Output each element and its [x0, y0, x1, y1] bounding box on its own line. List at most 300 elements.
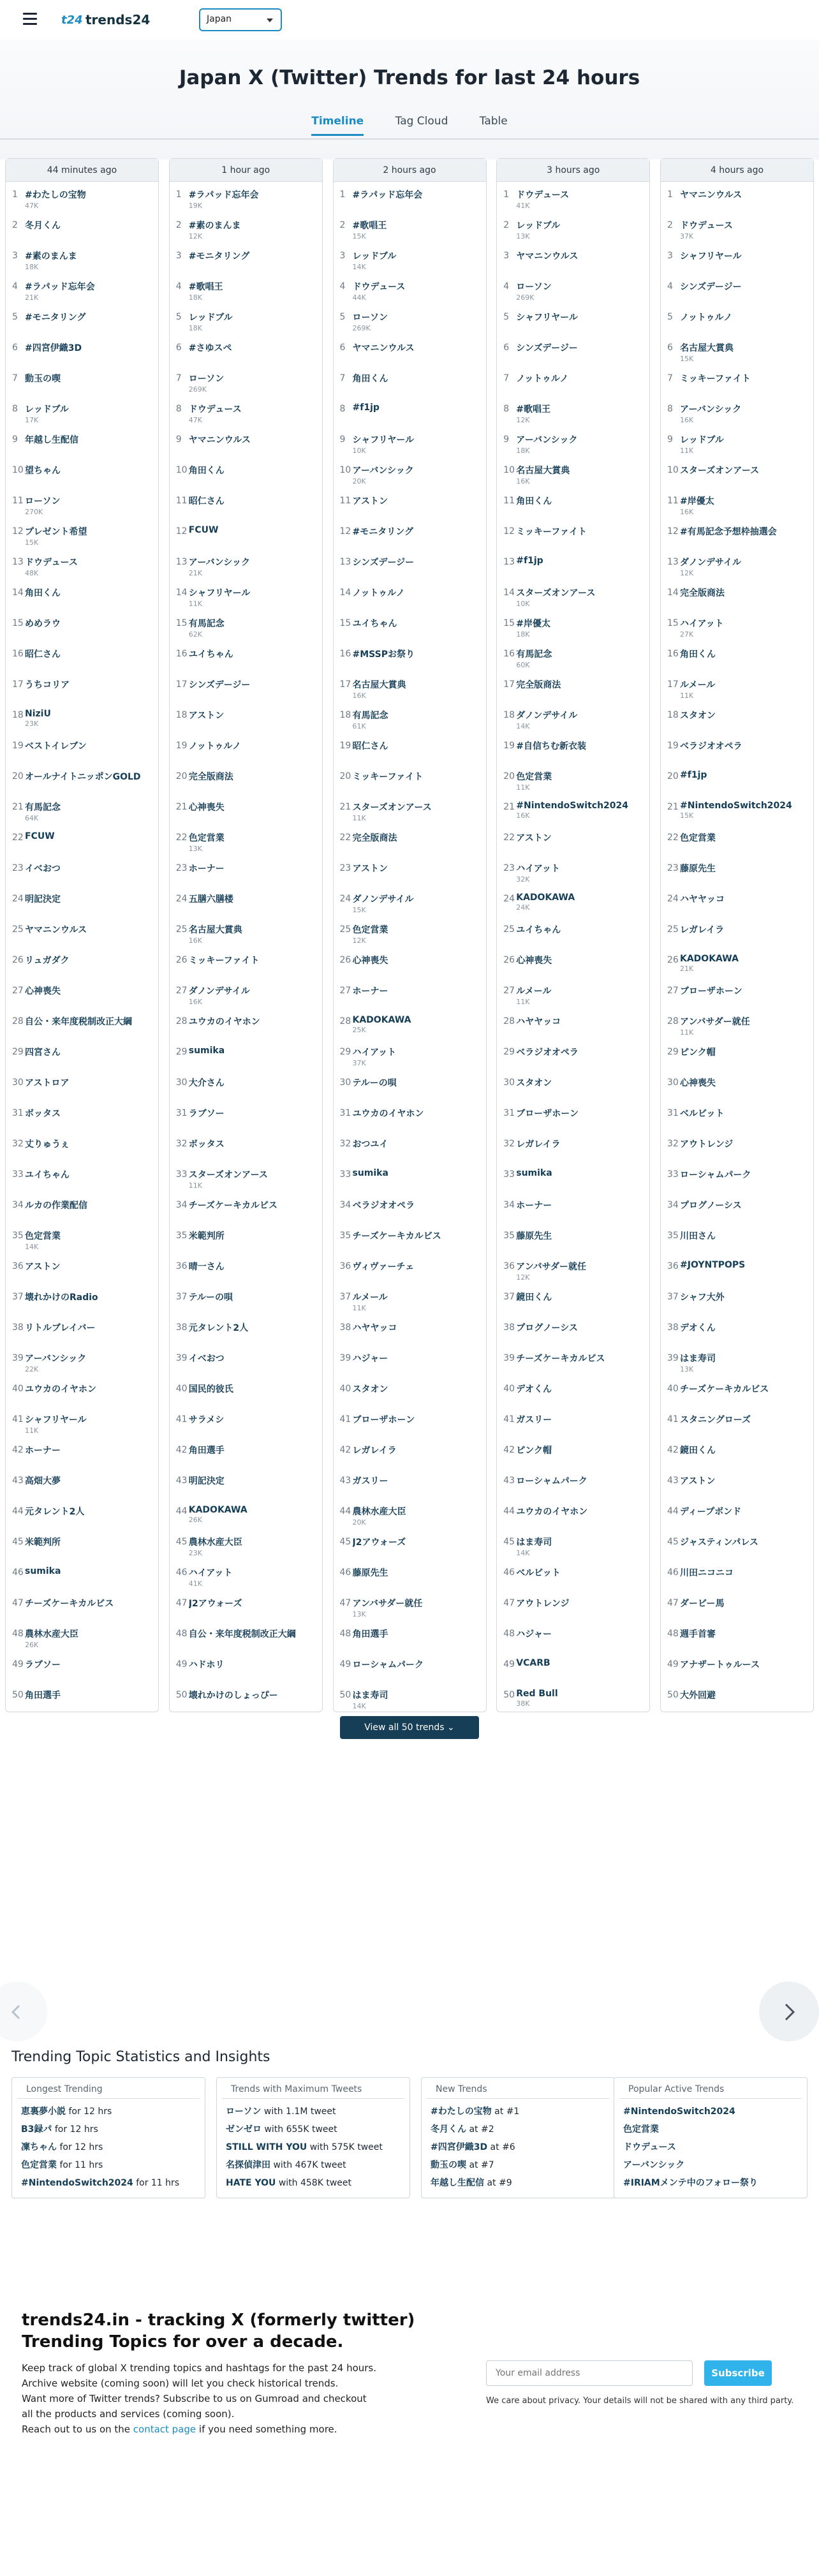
trend-item[interactable] — [334, 1223, 486, 1254]
trend-name[interactable]: アナザートゥルース — [680, 1660, 760, 1670]
trend-item[interactable] — [334, 304, 486, 335]
trend-item[interactable] — [661, 1499, 813, 1529]
trend-name[interactable]: ルメール — [352, 1292, 388, 1303]
stats-trend-link[interactable]: 恵裏夢小説 — [21, 2106, 66, 2117]
stats-trend-link[interactable]: 名探偵津田 — [226, 2160, 270, 2170]
trend-item[interactable] — [6, 1590, 158, 1621]
trend-name[interactable]: sumika — [352, 1168, 388, 1178]
trend-item[interactable] — [497, 212, 649, 243]
trend-name[interactable]: ガスリー — [516, 1415, 552, 1425]
trend-item[interactable] — [170, 1315, 322, 1345]
trend-name[interactable]: ノットゥルノ — [680, 313, 733, 323]
trend-name[interactable]: 名古屋大賞典 — [352, 680, 406, 690]
trend-name[interactable]: アストン — [352, 864, 388, 874]
trend-name[interactable]: ドウデュース — [188, 404, 242, 415]
trend-item[interactable] — [170, 1284, 322, 1315]
trend-name[interactable]: シャフリヤール — [188, 588, 251, 598]
trend-name[interactable]: #歌唱王 — [188, 282, 223, 292]
trend-item[interactable] — [6, 182, 158, 212]
trend-name[interactable]: ルメール — [680, 680, 716, 690]
trend-item[interactable] — [661, 366, 813, 396]
stats-trend-link[interactable]: ドウデュース — [623, 2142, 676, 2152]
trend-name[interactable]: ダノンデサイル — [516, 711, 578, 721]
stats-trend-link[interactable]: ローソン — [226, 2106, 262, 2117]
trend-item[interactable] — [6, 1437, 158, 1468]
trend-item[interactable] — [497, 366, 649, 396]
trend-item[interactable] — [497, 335, 649, 366]
trend-item[interactable] — [334, 1682, 486, 1713]
trend-name[interactable]: ドウデュース — [352, 282, 406, 292]
trend-item[interactable] — [170, 1376, 322, 1407]
trend-name[interactable]: #ラパッド忘年会 — [188, 190, 259, 200]
trend-item[interactable] — [6, 1162, 158, 1192]
trend-item[interactable] — [497, 641, 649, 672]
trend-name[interactable]: ヤマニンウルス — [680, 190, 742, 200]
trend-name[interactable]: スターズオンアース — [680, 466, 760, 476]
trend-item[interactable] — [170, 917, 322, 947]
trend-item[interactable] — [170, 396, 322, 427]
trend-item[interactable] — [497, 1192, 649, 1223]
trend-item[interactable] — [170, 1223, 322, 1254]
trend-name[interactable]: レッドブル — [188, 313, 233, 323]
trend-name[interactable]: ドウデュース — [516, 190, 570, 200]
trend-item[interactable] — [334, 1254, 486, 1284]
trend-name[interactable]: シンズデージー — [516, 343, 578, 353]
trend-item[interactable] — [170, 1009, 322, 1039]
trend-item[interactable] — [661, 764, 813, 794]
trend-name[interactable]: アストロア — [25, 1078, 70, 1088]
trend-name[interactable]: KADOKAWA — [680, 954, 739, 964]
trend-name[interactable]: #歌唱王 — [352, 221, 387, 231]
stats-trend-link[interactable]: 動玉の喫 — [431, 2160, 466, 2170]
trend-item[interactable] — [497, 1468, 649, 1499]
trend-item[interactable] — [661, 1223, 813, 1254]
trend-name[interactable]: 壊れかけのRadio — [25, 1292, 98, 1303]
trend-name[interactable]: ベラジオオペラ — [516, 1047, 579, 1058]
trend-name[interactable]: スタオン — [352, 1384, 388, 1395]
trend-name[interactable]: FCUW — [25, 831, 55, 841]
trend-item[interactable] — [497, 702, 649, 733]
trend-item[interactable] — [6, 1009, 158, 1039]
trend-item[interactable] — [334, 1376, 486, 1407]
trend-item[interactable] — [497, 764, 649, 794]
trend-item[interactable] — [6, 733, 158, 764]
trend-name[interactable]: ブローザホーン — [516, 1109, 579, 1119]
trend-name[interactable]: 元タレント2人 — [188, 1323, 249, 1333]
trend-item[interactable] — [661, 978, 813, 1009]
trend-item[interactable] — [497, 1376, 649, 1407]
trend-name[interactable]: 丈りゅうぇ — [25, 1139, 70, 1150]
trend-item[interactable] — [334, 488, 486, 519]
trend-item[interactable] — [661, 580, 813, 611]
trend-name[interactable]: プレゼント希望 — [25, 527, 87, 537]
trend-item[interactable] — [170, 978, 322, 1009]
trend-item[interactable] — [334, 212, 486, 243]
trend-name[interactable]: ブローザホーン — [352, 1415, 415, 1425]
trend-item[interactable] — [334, 825, 486, 855]
trend-name[interactable]: イベおつ — [25, 864, 61, 874]
trend-name[interactable]: シンズデージー — [680, 282, 742, 292]
trend-name[interactable]: 冬月くん — [25, 221, 61, 231]
trend-item[interactable] — [6, 1315, 158, 1345]
trend-item[interactable] — [170, 1100, 322, 1131]
trend-name[interactable]: ルメール — [516, 986, 552, 996]
trend-name[interactable]: スターズオンアース — [352, 803, 432, 813]
trend-item[interactable] — [661, 672, 813, 702]
trend-name[interactable]: 農林水産大臣 — [352, 1507, 406, 1517]
menu-icon[interactable] — [23, 13, 37, 26]
trend-name[interactable]: 昭仁さん — [25, 649, 61, 660]
trend-name[interactable]: VCARB — [516, 1658, 550, 1668]
trend-name[interactable]: ユウカのイヤホン — [352, 1109, 424, 1119]
trend-name[interactable]: 名古屋大賞典 — [680, 343, 734, 353]
trend-name[interactable]: ラブソー — [188, 1109, 225, 1119]
trend-item[interactable] — [170, 1468, 322, 1499]
trend-name[interactable]: ユイちゃん — [25, 1170, 70, 1180]
trend-item[interactable] — [334, 1407, 486, 1437]
trend-item[interactable] — [661, 274, 813, 304]
trend-item[interactable] — [661, 488, 813, 519]
trend-name[interactable]: ミッキーファイト — [680, 374, 751, 384]
trend-item[interactable] — [334, 182, 486, 212]
trend-item[interactable] — [170, 274, 322, 304]
trend-item[interactable] — [497, 1162, 649, 1192]
trend-item[interactable] — [6, 1039, 158, 1070]
trend-item[interactable] — [497, 1652, 649, 1682]
trend-name[interactable]: アーバンシック — [516, 435, 578, 445]
trend-name[interactable]: チーズケーキカルビス — [352, 1231, 441, 1241]
trend-name[interactable]: サラメシ — [188, 1415, 225, 1425]
trend-item[interactable] — [170, 611, 322, 641]
trend-item[interactable] — [661, 1039, 813, 1070]
trend-name[interactable]: ハイアット — [188, 1568, 233, 1578]
trend-name[interactable]: アーバンシック — [25, 1354, 87, 1364]
trend-name[interactable]: ジャスティンパレス — [680, 1537, 758, 1548]
trend-name[interactable]: ローソン — [188, 374, 225, 384]
trend-item[interactable] — [6, 1100, 158, 1131]
trend-item[interactable] — [334, 947, 486, 978]
trend-name[interactable]: ベラジオオペラ — [352, 1201, 415, 1211]
trend-name[interactable]: #自信ちむ新衣装 — [516, 741, 586, 751]
trend-item[interactable] — [661, 1407, 813, 1437]
trend-item[interactable] — [497, 1499, 649, 1529]
trend-name[interactable]: 完全版商法 — [680, 588, 725, 598]
trend-item[interactable] — [661, 1192, 813, 1223]
trend-name[interactable]: レガレイラ — [680, 925, 725, 935]
trend-item[interactable] — [661, 733, 813, 764]
trend-name[interactable]: 完全版商法 — [188, 772, 233, 782]
trend-name[interactable]: #JOYNTPOPS — [680, 1260, 746, 1270]
trend-item[interactable] — [497, 580, 649, 611]
trend-item[interactable] — [497, 274, 649, 304]
trend-item[interactable] — [170, 855, 322, 886]
trend-item[interactable] — [497, 1284, 649, 1315]
stats-trend-link[interactable]: #IRIAMメンテ中のフォロー祭り — [623, 2178, 758, 2188]
trend-name[interactable]: スタオン — [680, 711, 716, 721]
trend-item[interactable] — [170, 366, 322, 396]
trend-name[interactable]: 米範判所 — [188, 1231, 225, 1241]
trend-item[interactable] — [6, 641, 158, 672]
trend-name[interactable]: ユウカのイヤホン — [25, 1384, 96, 1395]
trend-name[interactable]: ハドホリ — [188, 1660, 225, 1670]
trend-name[interactable]: チーズケーキカルビス — [680, 1384, 769, 1395]
trend-item[interactable] — [6, 672, 158, 702]
trend-item[interactable] — [661, 855, 813, 886]
trend-item[interactable] — [661, 825, 813, 855]
trend-name[interactable]: 週手首審 — [680, 1629, 716, 1640]
trend-name[interactable]: スタニングローズ — [680, 1415, 751, 1425]
trend-item[interactable] — [6, 580, 158, 611]
trend-name[interactable]: sumika — [25, 1566, 61, 1576]
trend-item[interactable] — [661, 1560, 813, 1590]
trend-item[interactable] — [661, 396, 813, 427]
stats-trend-link[interactable]: 色定営業 — [623, 2124, 659, 2135]
trend-item[interactable] — [170, 1682, 322, 1713]
trend-item[interactable] — [6, 1652, 158, 1682]
trend-name[interactable]: スターズオンアース — [188, 1170, 268, 1180]
trend-item[interactable] — [497, 794, 649, 825]
trend-item[interactable] — [334, 978, 486, 1009]
trend-item[interactable] — [6, 304, 158, 335]
trend-name[interactable]: 明記決定 — [25, 894, 61, 905]
trend-name[interactable]: おつユイ — [352, 1139, 388, 1150]
prev-arrow-button[interactable] — [0, 1981, 47, 2041]
tab-tag-cloud[interactable]: Tag Cloud — [395, 115, 448, 128]
stats-trend-link[interactable]: B3録パ — [21, 2124, 52, 2135]
trend-item[interactable] — [497, 457, 649, 488]
trend-item[interactable] — [170, 335, 322, 366]
trend-item[interactable] — [334, 886, 486, 917]
trend-name[interactable]: ハイアット — [516, 864, 560, 874]
trend-name[interactable]: 高畑大夢 — [25, 1476, 61, 1486]
trend-name[interactable]: #モニタリング — [352, 527, 413, 537]
trend-item[interactable] — [170, 1039, 322, 1070]
trend-item[interactable] — [334, 1009, 486, 1039]
trend-item[interactable] — [661, 1162, 813, 1192]
trend-item[interactable] — [170, 641, 322, 672]
trend-name[interactable]: 国民的彼氏 — [188, 1384, 233, 1395]
trend-item[interactable] — [334, 1284, 486, 1315]
trend-item[interactable] — [6, 794, 158, 825]
trend-item[interactable] — [497, 1682, 649, 1713]
trend-name[interactable]: ユウカのイヤホン — [516, 1507, 588, 1517]
trend-name[interactable]: アンバサダー就任 — [516, 1262, 587, 1272]
trend-item[interactable] — [661, 212, 813, 243]
trend-name[interactable]: 有馬記念 — [25, 803, 61, 813]
trend-name[interactable]: レガレイラ — [516, 1139, 561, 1150]
trend-name[interactable]: ピンク帽 — [516, 1446, 552, 1456]
trend-item[interactable] — [661, 1437, 813, 1468]
trend-item[interactable] — [661, 917, 813, 947]
trend-item[interactable] — [334, 580, 486, 611]
trend-item[interactable] — [334, 396, 486, 427]
trend-item[interactable] — [497, 243, 649, 274]
trend-name[interactable]: アーバンシック — [680, 404, 742, 415]
trend-item[interactable] — [661, 1468, 813, 1499]
trend-item[interactable] — [661, 1100, 813, 1131]
trend-name[interactable]: 自公・来年度税制改正大綱 — [188, 1629, 296, 1640]
trend-name[interactable]: アストン — [516, 833, 552, 843]
trend-name[interactable]: チーズケーキカルビス — [188, 1201, 278, 1211]
trend-name[interactable]: 角田選手 — [25, 1691, 61, 1701]
trend-name[interactable]: ヤマニンウルス — [352, 343, 415, 353]
trend-item[interactable] — [170, 1590, 322, 1621]
trend-item[interactable] — [6, 978, 158, 1009]
trend-item[interactable] — [6, 1621, 158, 1652]
trend-item[interactable] — [334, 1039, 486, 1070]
trend-item[interactable] — [334, 1468, 486, 1499]
trend-name[interactable]: プログノーシス — [680, 1201, 742, 1211]
trend-name[interactable]: 自公・来年度税制改正大綱 — [25, 1017, 132, 1027]
trend-name[interactable]: アンバサダー就任 — [680, 1017, 750, 1027]
trend-item[interactable] — [661, 1254, 813, 1284]
trend-name[interactable]: 五膳六膳楼 — [188, 894, 233, 905]
trend-name[interactable]: 完全版商法 — [352, 833, 397, 843]
trend-item[interactable] — [497, 427, 649, 457]
trend-item[interactable] — [170, 794, 322, 825]
trend-name[interactable]: 鏡田くん — [516, 1292, 552, 1303]
trend-item[interactable] — [334, 855, 486, 886]
trend-name[interactable]: リュガダク — [25, 956, 70, 966]
trend-name[interactable]: 角田くん — [516, 496, 552, 507]
trend-item[interactable] — [6, 1284, 158, 1315]
trend-name[interactable]: プログノーシス — [516, 1323, 578, 1333]
trend-name[interactable]: #f1jp — [680, 770, 707, 780]
trend-name[interactable]: チーズケーキカルビス — [516, 1354, 605, 1364]
trend-item[interactable] — [170, 702, 322, 733]
trend-name[interactable]: デオくん — [516, 1384, 552, 1395]
trend-item[interactable] — [661, 1376, 813, 1407]
stats-trend-link[interactable]: #NintendoSwitch2024 — [623, 2106, 735, 2117]
trend-item[interactable] — [661, 1529, 813, 1560]
trend-name[interactable]: ローシャムパーク — [352, 1660, 424, 1670]
trend-item[interactable] — [170, 212, 322, 243]
contact-link[interactable]: contact page — [133, 2424, 196, 2435]
trend-name[interactable]: NiziU — [25, 709, 51, 719]
trend-item[interactable] — [661, 702, 813, 733]
trend-name[interactable]: 角田くん — [25, 588, 61, 598]
trend-name[interactable]: KADOKAWA — [352, 1015, 411, 1025]
trend-name[interactable]: ユウカのイヤホン — [188, 1017, 260, 1027]
trend-item[interactable] — [6, 886, 158, 917]
trend-name[interactable]: 角田くん — [188, 466, 225, 476]
trend-name[interactable]: 農林水産大臣 — [188, 1537, 242, 1548]
trend-name[interactable]: シャフリヤール — [516, 313, 578, 323]
trend-name[interactable]: ローシャムパーク — [516, 1476, 587, 1486]
trend-item[interactable] — [661, 794, 813, 825]
trend-name[interactable]: シャフリヤール — [352, 435, 415, 445]
trend-item[interactable] — [6, 243, 158, 274]
trend-item[interactable] — [497, 488, 649, 519]
trend-name[interactable]: ハイアット — [352, 1047, 397, 1058]
trend-name[interactable]: #ラパッド忘年会 — [25, 282, 95, 292]
trend-name[interactable]: #MSSPお祭り — [352, 649, 415, 660]
trend-item[interactable] — [170, 1652, 322, 1682]
trend-item[interactable] — [170, 549, 322, 580]
trend-name[interactable]: 心神喪失 — [680, 1078, 716, 1088]
trend-item[interactable] — [170, 1621, 322, 1652]
stats-trend-link[interactable]: 凜ちゃん — [21, 2142, 57, 2152]
trend-name[interactable]: ミッキーファイト — [352, 772, 424, 782]
trend-item[interactable] — [497, 1131, 649, 1162]
trend-name[interactable]: アストン — [25, 1262, 61, 1272]
trend-item[interactable] — [170, 243, 322, 274]
trend-item[interactable] — [170, 1407, 322, 1437]
trend-item[interactable] — [334, 672, 486, 702]
trend-name[interactable]: 壊れかけのしょっぴー — [188, 1691, 278, 1701]
trend-name[interactable]: ハジャー — [516, 1629, 552, 1640]
trend-item[interactable] — [334, 1437, 486, 1468]
trend-name[interactable]: ローソン — [352, 313, 388, 323]
trend-item[interactable] — [334, 794, 486, 825]
trend-name[interactable]: テルーの唄 — [352, 1078, 397, 1088]
trend-item[interactable] — [334, 641, 486, 672]
stats-trend-link[interactable]: アーバンシック — [623, 2160, 685, 2170]
trend-item[interactable] — [6, 1499, 158, 1529]
trend-name[interactable]: 角田選手 — [188, 1446, 225, 1456]
trend-item[interactable] — [661, 1590, 813, 1621]
trend-name[interactable]: 明記決定 — [188, 1476, 225, 1486]
trend-name[interactable]: ベルビット — [516, 1568, 561, 1578]
trend-item[interactable] — [661, 1652, 813, 1682]
trend-item[interactable] — [497, 1315, 649, 1345]
trend-item[interactable] — [661, 243, 813, 274]
trend-name[interactable]: ホーナー — [25, 1446, 61, 1456]
trend-item[interactable] — [661, 641, 813, 672]
trend-item[interactable] — [497, 1100, 649, 1131]
trend-item[interactable] — [497, 304, 649, 335]
trend-item[interactable] — [170, 947, 322, 978]
trend-name[interactable]: チーズケーキカルビス — [25, 1599, 114, 1609]
trend-name[interactable]: 名古屋大賞典 — [516, 466, 570, 476]
trend-name[interactable]: ノットゥルノ — [352, 588, 405, 598]
trend-name[interactable]: はま寿司 — [680, 1354, 716, 1364]
trend-name[interactable]: 角田選手 — [352, 1629, 388, 1640]
trend-name[interactable]: ホーナー — [188, 864, 225, 874]
trend-name[interactable]: 完全版商法 — [516, 680, 561, 690]
trend-item[interactable] — [170, 1070, 322, 1100]
trend-item[interactable] — [497, 1560, 649, 1590]
trend-name[interactable]: ミッキーファイト — [188, 956, 260, 966]
trend-name[interactable]: #岸優太 — [516, 619, 550, 629]
trend-item[interactable] — [497, 396, 649, 427]
trend-item[interactable] — [334, 1315, 486, 1345]
trend-name[interactable]: #岸優太 — [680, 496, 714, 507]
trend-name[interactable]: ノットゥルノ — [516, 374, 569, 384]
trend-item[interactable] — [334, 733, 486, 764]
trend-item[interactable] — [334, 702, 486, 733]
trend-item[interactable] — [6, 335, 158, 366]
stats-trend-link[interactable]: #わたしの宝物 — [431, 2106, 492, 2117]
trend-name[interactable]: ホーナー — [516, 1201, 552, 1211]
trend-name[interactable]: ハヤヤッコ — [516, 1017, 561, 1027]
trend-name[interactable]: アーバンシック — [188, 558, 250, 568]
trend-item[interactable] — [334, 366, 486, 396]
stats-trend-link[interactable]: ゼンゼロ — [226, 2124, 262, 2135]
trend-item[interactable] — [334, 1100, 486, 1131]
trend-name[interactable]: ボッタス — [25, 1109, 61, 1119]
trend-item[interactable] — [6, 1345, 158, 1376]
trend-name[interactable]: KADOKAWA — [516, 892, 575, 903]
trend-item[interactable] — [6, 488, 158, 519]
trend-name[interactable]: 色定営業 — [352, 925, 388, 935]
trend-name[interactable]: KADOKAWA — [188, 1505, 247, 1515]
trend-item[interactable] — [661, 304, 813, 335]
trend-item[interactable] — [497, 672, 649, 702]
subscribe-button[interactable]: Subscribe — [704, 2360, 772, 2386]
view-all-button[interactable]: View all 50 trends ⌄ — [340, 1716, 479, 1739]
trend-name[interactable]: レッドブル — [25, 404, 69, 415]
